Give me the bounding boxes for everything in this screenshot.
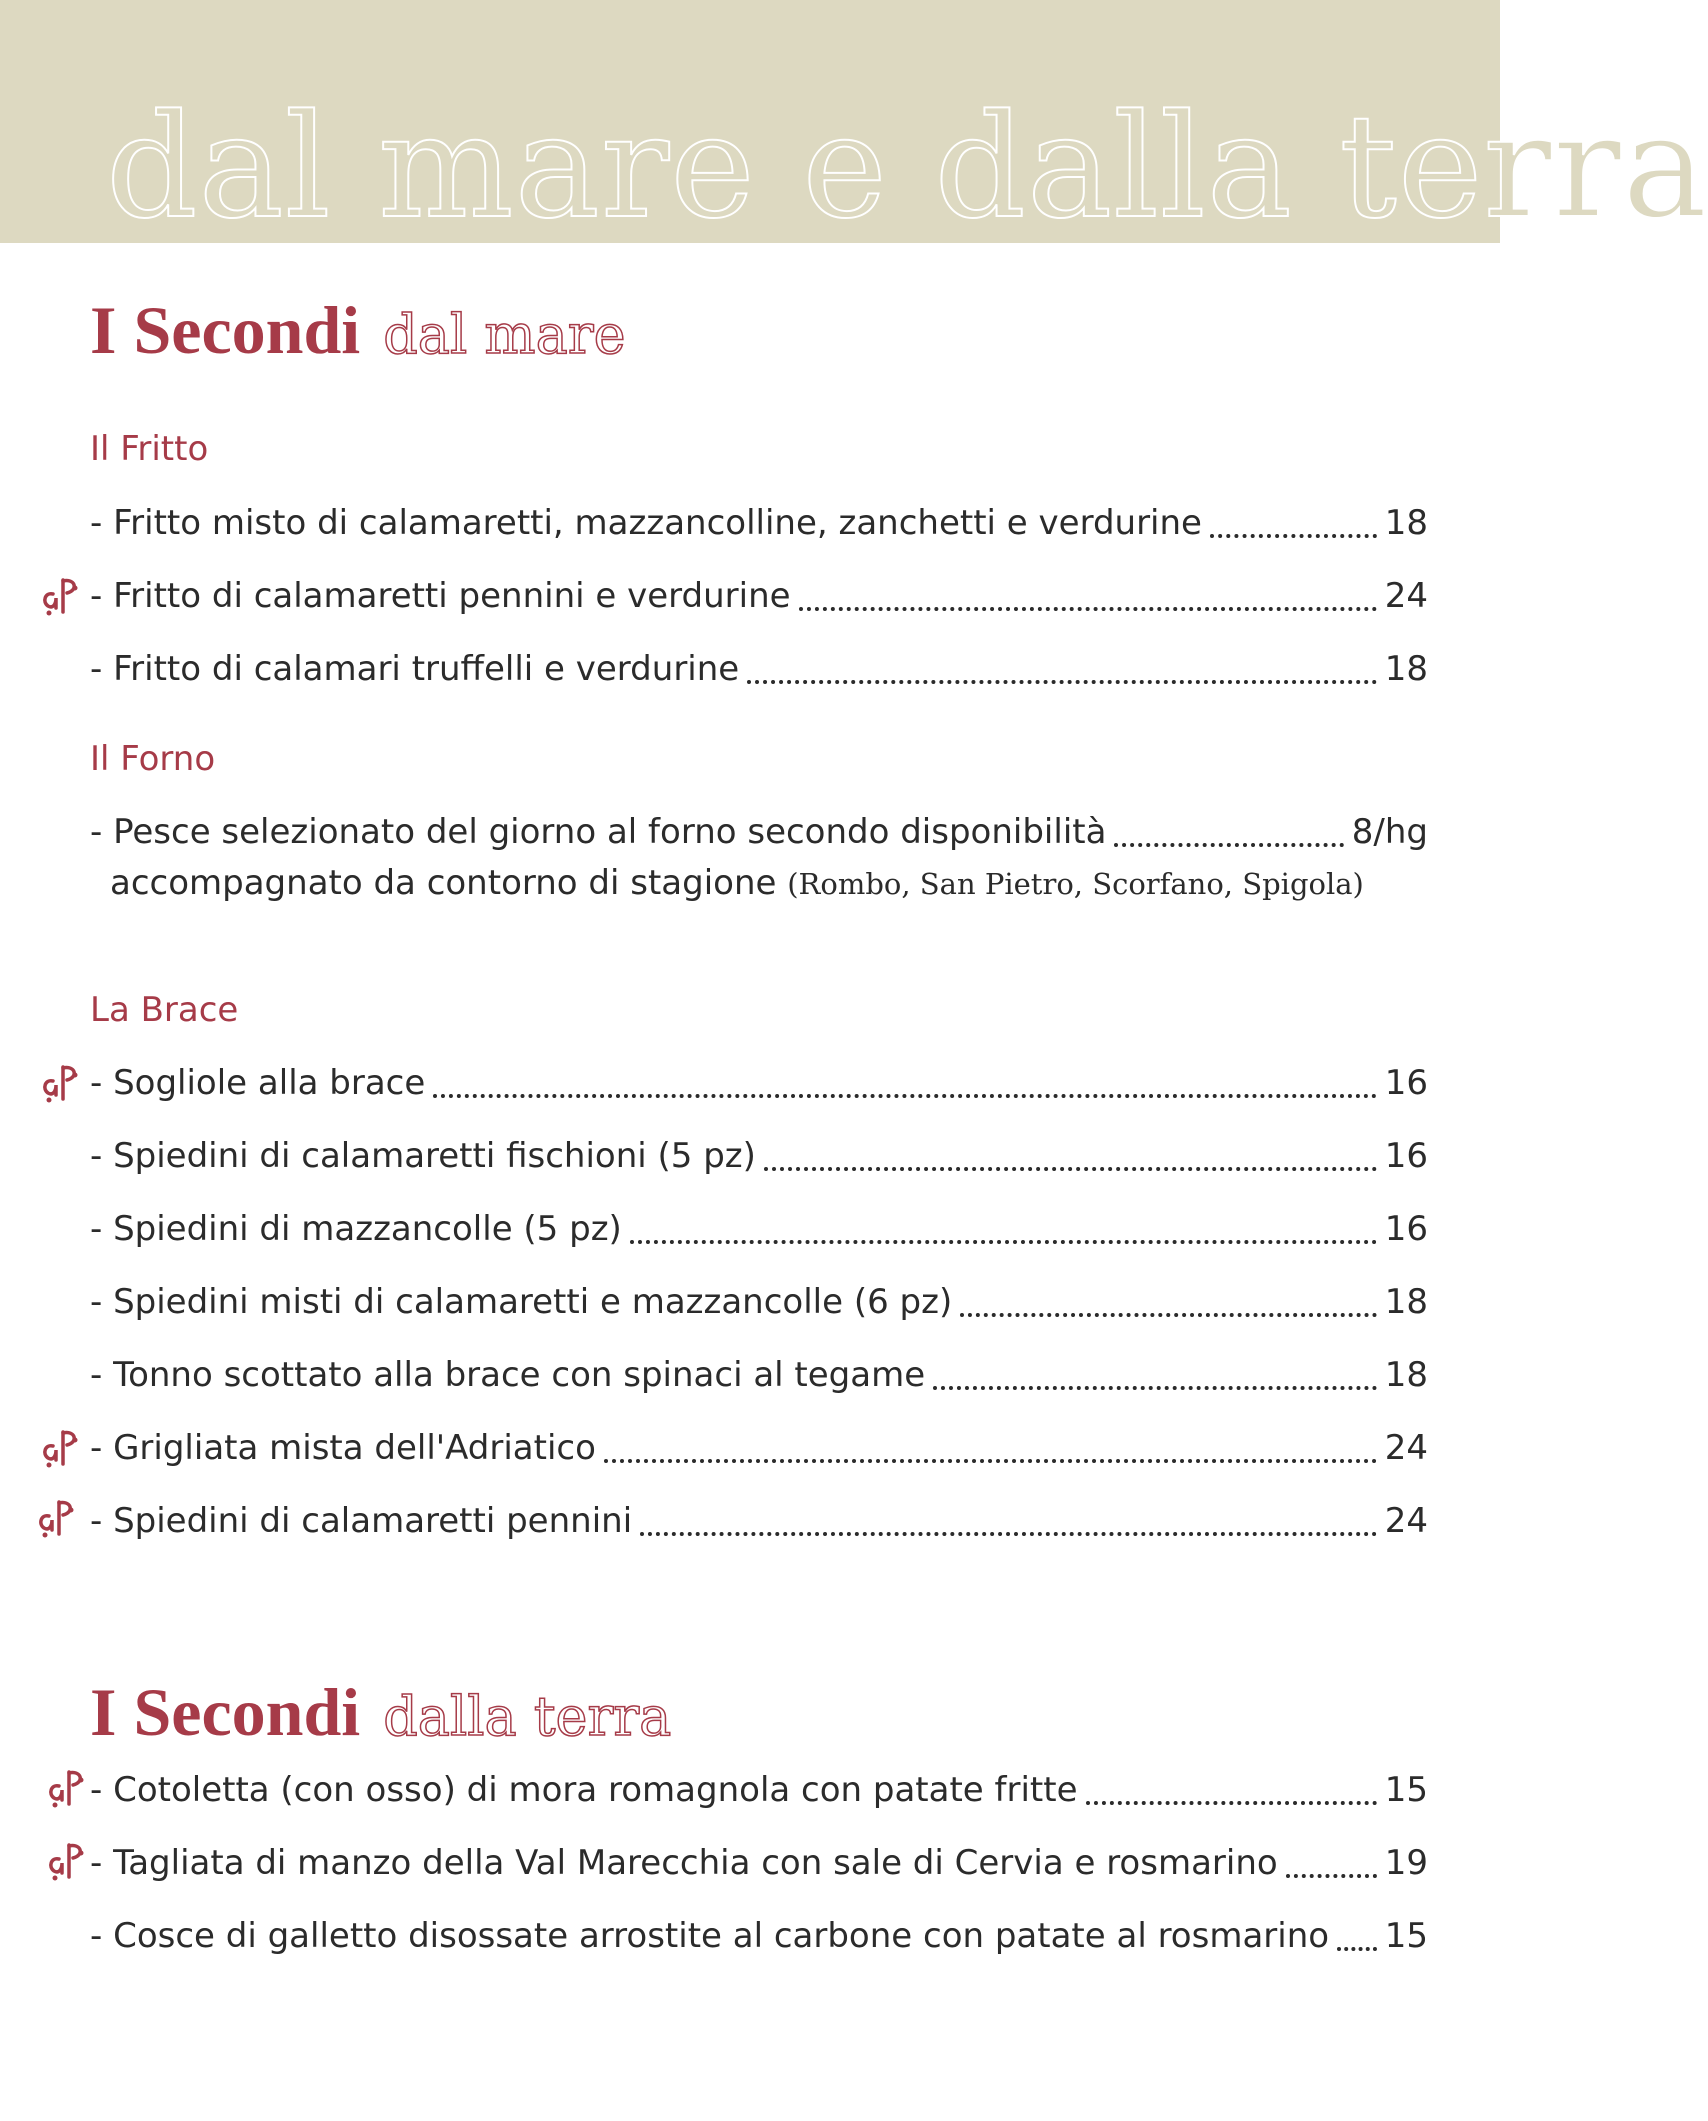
item-name: - Spiedini misti di calamaretti e mazzancolle (6 pz): [90, 1282, 953, 1322]
section-title-land: [90, 1674, 672, 1750]
item-name: - Spiedini di calamaretti pennini: [90, 1501, 633, 1541]
dot-leader: [640, 1522, 1377, 1536]
menu-item: [90, 1135, 1428, 1177]
dot-leader: [1114, 833, 1343, 847]
dot-leader: [764, 1157, 1377, 1171]
page-title: dal mare e dalla terra: [106, 83, 1708, 250]
item-name: - Fritto misto di calamaretti, mazzancolline, zanchetti e verdurine: [90, 503, 1202, 543]
ap-logo-icon: [38, 572, 84, 618]
menu-item: [90, 1062, 1428, 1104]
dot-leader: [1086, 1791, 1377, 1805]
menu-item: [90, 1915, 1428, 1957]
category-fritto: Il Fritto: [90, 429, 209, 469]
menu-item: [90, 1427, 1428, 1469]
item-name: - Pesce selezionato del giorno al forno secondo disponibilità: [90, 812, 1107, 852]
item-name: - Grigliata mista dell'Adriatico: [90, 1428, 596, 1468]
item-price: 24: [1384, 1501, 1428, 1541]
item-name: - Tagliata di manzo della Val Marecchia con sale di Cervia e rosmarino: [90, 1843, 1278, 1883]
category-brace: La Brace: [90, 990, 239, 1030]
menu-item: [90, 1208, 1428, 1250]
menu-item: [90, 1281, 1428, 1323]
item-name: - Fritto di calamari truffelli e verdurine: [90, 649, 740, 689]
item-name: - Tonno scottato alla brace con spinaci al tegame: [90, 1355, 926, 1395]
dot-leader: [1337, 1937, 1377, 1951]
section-title-sea: [90, 292, 626, 368]
item-name: - Spiedini di calamaretti fischioni (5 pz): [90, 1136, 756, 1176]
dot-leader: [799, 597, 1377, 611]
item-price: 15: [1384, 1770, 1428, 1810]
item-name: - Fritto di calamaretti pennini e verdurine: [90, 576, 791, 616]
section-title-bold: I Secondi: [90, 292, 361, 368]
item-price: 8/hg: [1351, 812, 1428, 852]
menu-item: [90, 1842, 1428, 1884]
ap-logo-icon: [44, 1764, 90, 1810]
item-price: 18: [1384, 503, 1428, 543]
item-price: 19: [1384, 1843, 1428, 1883]
item-price: 18: [1384, 649, 1428, 689]
category-forno: Il Forno: [90, 739, 216, 779]
item-price: 24: [1384, 1428, 1428, 1468]
menu-item: [90, 1354, 1428, 1396]
dot-leader: [1286, 1864, 1377, 1878]
section-title-light: dal mare: [383, 303, 626, 366]
menu-item: [90, 811, 1428, 853]
ap-logo-icon: [34, 1494, 80, 1540]
dot-leader: [630, 1230, 1377, 1244]
ap-logo-icon: [38, 1424, 84, 1470]
item-name: - Sogliole alla brace: [90, 1063, 426, 1103]
dot-leader: [604, 1449, 1377, 1463]
item-name: - Cosce di galletto disossate arrostite al carbone con patate al rosmarino: [90, 1916, 1330, 1956]
header-banner: [0, 0, 1708, 250]
menu-item: [90, 575, 1428, 617]
item-price: 15: [1384, 1916, 1428, 1956]
dot-leader: [747, 670, 1377, 684]
section-title-light: dalla terra: [383, 1685, 672, 1748]
dot-leader: [433, 1084, 1376, 1098]
ap-logo-icon: [44, 1837, 90, 1883]
item-price: 16: [1384, 1136, 1428, 1176]
section-title-bold: I Secondi: [90, 1674, 361, 1750]
menu-item: [90, 648, 1428, 690]
item-price: 16: [1384, 1209, 1428, 1249]
menu-item: [90, 502, 1428, 544]
ap-logo-icon: [38, 1059, 84, 1105]
item-note-text: accompagnato da contorno di stagione: [110, 863, 777, 903]
item-price: 16: [1384, 1063, 1428, 1103]
menu-item: [90, 1500, 1428, 1542]
dot-leader: [1210, 524, 1377, 538]
item-price: 24: [1384, 576, 1428, 616]
item-price: 18: [1384, 1355, 1428, 1395]
item-name: - Spiedini di mazzancolle (5 pz): [90, 1209, 622, 1249]
dot-leader: [960, 1303, 1376, 1317]
item-name: - Cotoletta (con osso) di mora romagnola con patate fritte: [90, 1770, 1078, 1810]
item-note: [110, 862, 1364, 905]
menu-item: [90, 1769, 1428, 1811]
item-price: 18: [1384, 1282, 1428, 1322]
dot-leader: [933, 1376, 1377, 1390]
item-note-fish: (Rombo, San Pietro, Scorfano, Spigola): [787, 867, 1364, 901]
